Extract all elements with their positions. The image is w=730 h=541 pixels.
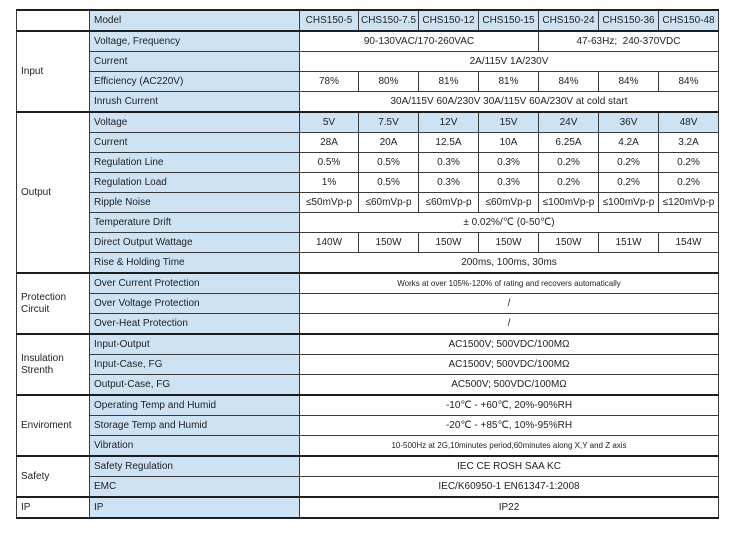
row-label: Over Voltage Protection	[90, 294, 300, 314]
row-label: Voltage	[90, 112, 300, 133]
value-cell: IEC/K60950-1 EN61347-1:2008	[300, 477, 719, 498]
value-cell: 0.2%	[599, 173, 659, 193]
group-protection: Protection Circuit	[17, 273, 90, 334]
row-label: Regulation Load	[90, 173, 300, 193]
value-cell: 10A	[479, 133, 539, 153]
value-cell: 0.5%	[359, 153, 419, 173]
group-input: Input	[17, 31, 90, 112]
value-cell: AC1500V; 500VDC/100MΩ	[300, 334, 719, 355]
input-output-row	[17, 334, 719, 355]
value-cell: 20A	[359, 133, 419, 153]
over-voltage-row	[17, 294, 719, 314]
value-cell: ≤60mVp-p	[419, 193, 479, 213]
group-output: Output	[17, 112, 90, 273]
header-group-cell	[17, 10, 90, 31]
value-cell: ≤100mVp-p	[599, 193, 659, 213]
value-cell: 30A/115V 60A/230V 30A/115V 60A/230V at cold start	[300, 92, 719, 113]
value-cell: 12.5A	[419, 133, 479, 153]
value-cell: 28A	[300, 133, 359, 153]
value-cell: 0.3%	[419, 153, 479, 173]
value-cell: 15V	[479, 112, 539, 133]
row-label: Input-Case, FG	[90, 355, 300, 375]
regulation-line-row	[17, 153, 719, 173]
value-cell: 10-500Hz at 2G,10minutes period,60minutes along X,Y and Z axis	[300, 436, 719, 457]
value-cell: ≤60mVp-p	[479, 193, 539, 213]
value-cell: AC500V; 500VDC/100MΩ	[300, 375, 719, 396]
row-label: Safety Regulation	[90, 456, 300, 477]
value-cell: 200ms, 100ms, 30ms	[300, 253, 719, 274]
value-cell: AC1500V; 500VDC/100MΩ	[300, 355, 719, 375]
over-heat-row	[17, 314, 719, 335]
value-cell: 154W	[659, 233, 719, 253]
model-name: CHS150-7.5	[359, 10, 419, 31]
value-cell: 36V	[599, 112, 659, 133]
value-cell: 48V	[659, 112, 719, 133]
row-label: EMC	[90, 477, 300, 498]
value-cell: 12V	[419, 112, 479, 133]
model-name: CHS150-48	[659, 10, 719, 31]
value-cell: 0.2%	[659, 153, 719, 173]
row-label: Storage Temp and Humid	[90, 416, 300, 436]
row-label: Over Current Protection	[90, 273, 300, 294]
value-cell: 150W	[479, 233, 539, 253]
row-label: Current	[90, 133, 300, 153]
model-name: CHS150-12	[419, 10, 479, 31]
value-cell: 151W	[599, 233, 659, 253]
value-cell: 0.2%	[539, 173, 599, 193]
group-ip: IP	[17, 497, 90, 518]
value-cell: 150W	[539, 233, 599, 253]
rise-holding-row	[17, 253, 719, 274]
safety-regulation-row	[17, 456, 719, 477]
input-case-row	[17, 355, 719, 375]
input-voltage-row	[17, 31, 719, 52]
row-label: Rise & Holding Time	[90, 253, 300, 274]
value-cell: /	[300, 294, 719, 314]
value-cell: 0.3%	[479, 173, 539, 193]
value-cell: -10℃ - +60℃, 20%-90%RH	[300, 395, 719, 416]
value-cell: ≤120mVp-p	[659, 193, 719, 213]
value-cell: 78%	[300, 72, 359, 92]
row-label: Temperature Drift	[90, 213, 300, 233]
value-cell: 3.2A	[659, 133, 719, 153]
value-cell: 80%	[359, 72, 419, 92]
storage-row	[17, 416, 719, 436]
ip-row	[17, 497, 719, 518]
value-cell: 150W	[419, 233, 479, 253]
direct-output-wattage-row	[17, 233, 719, 253]
header-label: Model	[90, 10, 300, 31]
value-cell: 0.2%	[599, 153, 659, 173]
row-label: Direct Output Wattage	[90, 233, 300, 253]
row-label: Voltage, Frequency	[90, 31, 300, 52]
row-label: Output-Case, FG	[90, 375, 300, 396]
temperature-drift-row	[17, 213, 719, 233]
value-cell: IP22	[300, 497, 719, 518]
value-cell: /	[300, 314, 719, 335]
value-cell: Works at over 105%-120% of rating and recovers automatically	[300, 273, 719, 294]
group-insulation: Insulation Strenth	[17, 334, 90, 395]
value-cell: 81%	[479, 72, 539, 92]
dc-voltage-value: 240-370VDC	[622, 35, 681, 47]
value-cell: 6.25A	[539, 133, 599, 153]
value-cell: 4.2A	[599, 133, 659, 153]
regulation-load-row	[17, 173, 719, 193]
value-cell: ≤50mVp-p	[300, 193, 359, 213]
value-cell: 24V	[539, 112, 599, 133]
model-name: CHS150-5	[300, 10, 359, 31]
value-cell: 1%	[300, 173, 359, 193]
row-label: Regulation Line	[90, 153, 300, 173]
value-cell: 84%	[539, 72, 599, 92]
value-cell: 90-130VAC/170-260VAC	[300, 31, 539, 52]
value-cell: 2A/115V 1A/230V	[300, 52, 719, 72]
value-cell: ≤100mVp-p	[539, 193, 599, 213]
model-name: CHS150-24	[539, 10, 599, 31]
value-cell: 0.5%	[300, 153, 359, 173]
input-current-row	[17, 52, 719, 72]
value-cell: 7.5V	[359, 112, 419, 133]
ripple-noise-row	[17, 193, 719, 213]
value-cell: 84%	[599, 72, 659, 92]
value-cell: ≤60mVp-p	[359, 193, 419, 213]
value-cell: 84%	[659, 72, 719, 92]
row-label: Current	[90, 52, 300, 72]
value-cell: 81%	[419, 72, 479, 92]
value-cell: 0.3%	[479, 153, 539, 173]
model-name: CHS150-15	[479, 10, 539, 31]
model-name: CHS150-36	[599, 10, 659, 31]
output-case-row	[17, 375, 719, 396]
value-cell: 0.5%	[359, 173, 419, 193]
header-row	[17, 10, 719, 31]
row-label: Over-Heat Protection	[90, 314, 300, 335]
value-cell: -20℃ - +85℃, 10%-95%RH	[300, 416, 719, 436]
group-safety: Safety	[17, 456, 90, 497]
value-cell: ± 0.02%/℃ (0-50℃)	[300, 213, 719, 233]
value-cell: IEC CE ROSH SAA KC	[300, 456, 719, 477]
value-cell: 0.3%	[419, 173, 479, 193]
value-cell: 0.2%	[659, 173, 719, 193]
vibration-row	[17, 436, 719, 457]
output-voltage-row	[17, 112, 719, 133]
inrush-row	[17, 92, 719, 113]
row-label: Inrush Current	[90, 92, 300, 113]
row-label: Efficiency (AC220V)	[90, 72, 300, 92]
row-label: Vibration	[90, 436, 300, 457]
row-label: Ripple Noise	[90, 193, 300, 213]
value-cell	[539, 31, 719, 52]
value-cell: 5V	[300, 112, 359, 133]
value-cell: 150W	[359, 233, 419, 253]
spec-table	[16, 9, 719, 519]
row-label: Input-Output	[90, 334, 300, 355]
value-cell: 140W	[300, 233, 359, 253]
emc-row	[17, 477, 719, 498]
group-environment: Enviroment	[17, 395, 90, 456]
efficiency-row	[17, 72, 719, 92]
row-label: IP	[90, 497, 300, 518]
over-current-row	[17, 273, 719, 294]
frequency-value: 47-63Hz;	[576, 35, 618, 47]
value-cell: 0.2%	[539, 153, 599, 173]
operating-row	[17, 395, 719, 416]
output-current-row	[17, 133, 719, 153]
row-label: Operating Temp and Humid	[90, 395, 300, 416]
